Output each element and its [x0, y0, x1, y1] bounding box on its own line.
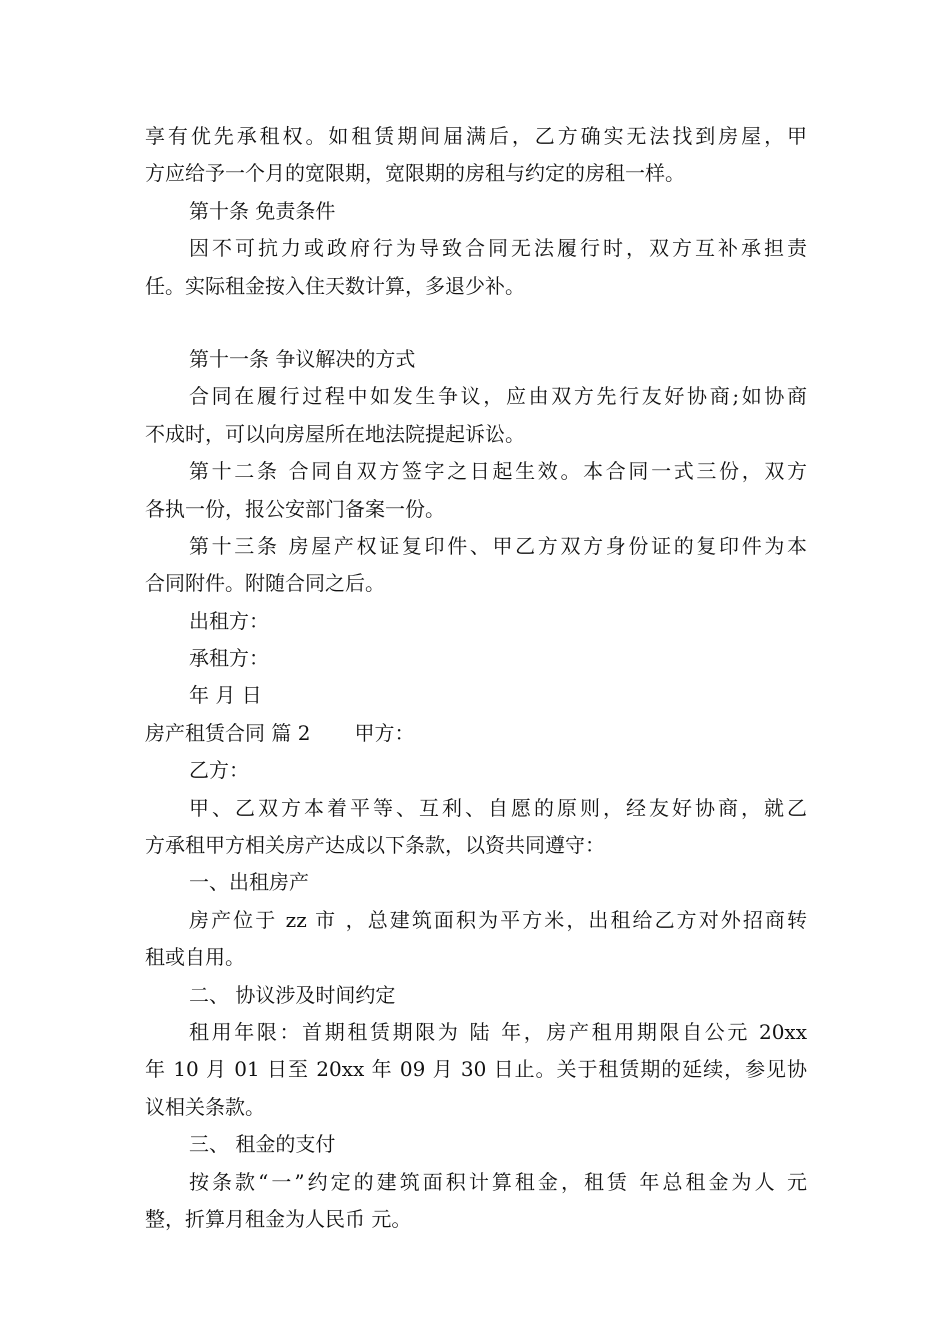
party-a-label: 甲方：	[354, 720, 415, 745]
text-line: 整，折算月租金为人民币 元。	[145, 1206, 412, 1231]
clause-heading: 一、出租房产	[189, 870, 309, 895]
text-line: 租用年限：首期租赁期限为 陆 年，房产租用期限自公元 20xx	[189, 1019, 807, 1044]
section-title: 房产租赁合同 篇 2	[145, 720, 311, 745]
article-heading: 第十一条 争议解决的方式	[189, 346, 416, 371]
paragraph-gap	[145, 305, 807, 341]
section-title-line	[145, 715, 807, 752]
text-line: 年 10 月 01 日至 20xx 年 09 月 30 日止。关于租赁期的延续，参见协	[145, 1057, 807, 1082]
text-line: 租或自用。	[145, 945, 245, 970]
text-line: 不成时，可以向房屋所在地法院提起诉讼。	[145, 421, 525, 446]
signature-date: 年 月 日	[189, 683, 262, 708]
signature-lessor: 出租方：	[189, 608, 269, 633]
text-line: 合同在履行过程中如发生争议，应由双方先行友好协商;如协商	[189, 384, 807, 409]
text-line: 合同附件。附随合同之后。	[145, 571, 385, 596]
text-line: 第十二条 合同自双方签字之日起生效。本合同一式三份，双方	[189, 459, 807, 484]
clause-heading: 三、 租金的支付	[189, 1132, 336, 1157]
text-line: 因不可抗力或政府行为导致合同无法履行时，双方互补承担责	[189, 236, 807, 261]
document-page	[145, 118, 807, 1238]
text-line: 方承租甲方相关房产达成以下条款，以资共同遵守：	[145, 833, 605, 858]
party-b-label: 乙方：	[189, 758, 249, 783]
article-heading: 第十条 免责条件	[189, 198, 336, 223]
text-line: 方应给予一个月的宽限期，宽限期的房租与约定的房租一样。	[145, 161, 685, 186]
text-line: 议相关条款。	[145, 1094, 265, 1119]
text-line: 第十三条 房屋产权证复印件、甲乙方双方身份证的复印件为本	[189, 533, 807, 558]
text-line: 甲、乙双方本着平等、互利、自愿的原则，经友好协商，就乙	[189, 795, 807, 820]
text-line: 按条款“一”约定的建筑面积计算租金，租赁 年总租金为人 元	[189, 1169, 807, 1194]
text-line: 各执一份，报公安部门备案一份。	[145, 496, 445, 521]
text-line: 任。实际租金按入住天数计算，多退少补。	[145, 273, 525, 298]
signature-lessee: 承租方：	[189, 646, 269, 671]
text-line: 享有优先承租权。如租赁期间届满后，乙方确实无法找到房屋，甲	[145, 124, 807, 148]
text-line: 房产位于 zz 市 ，总建筑面积为平方米，出租给乙方对外招商转	[189, 907, 807, 932]
clause-heading: 二、 协议涉及时间约定	[189, 982, 396, 1007]
